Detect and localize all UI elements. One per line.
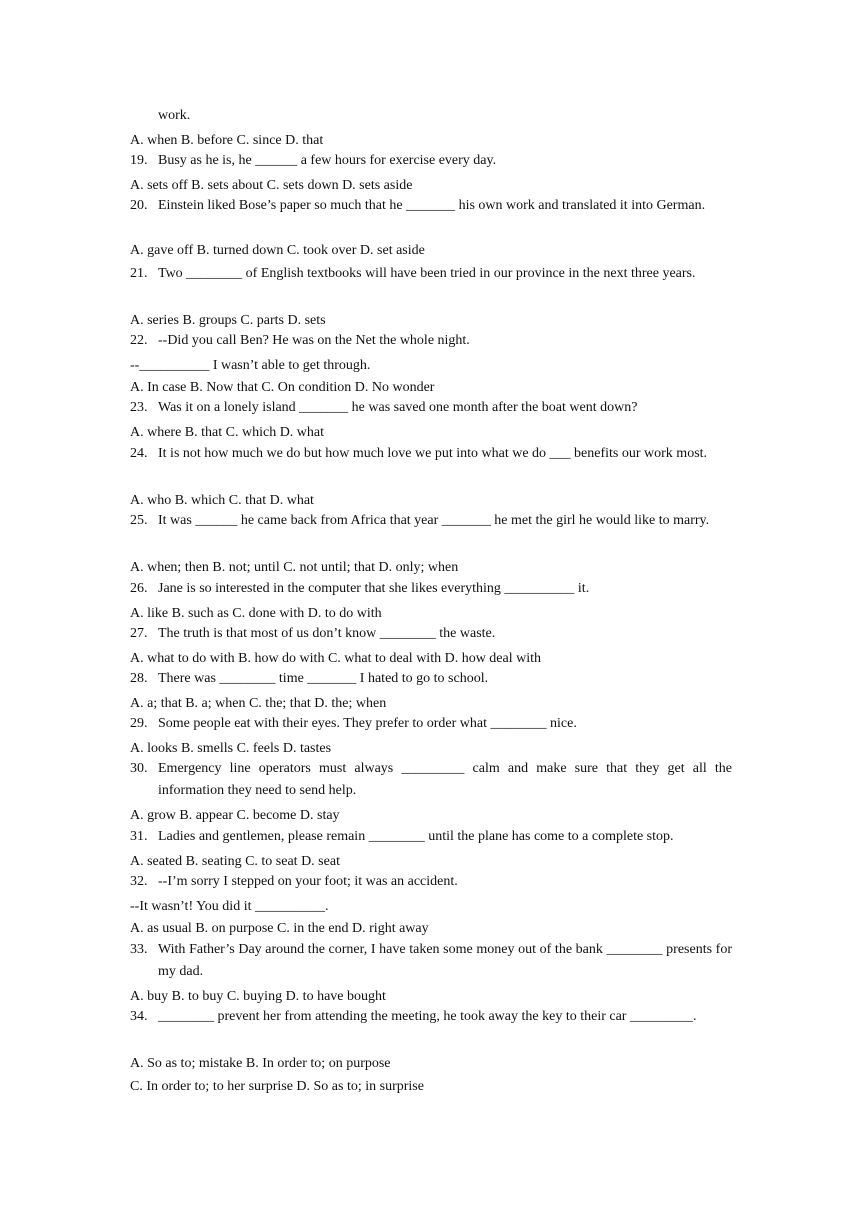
question-text: Busy as he is, he ______ a few hours for exercise every day.: [158, 153, 497, 168]
question-33: [130, 939, 732, 983]
question-text: Emergency line operators must always _________ calm and make sure that they get all the information they need to send help.: [158, 761, 732, 798]
question-text: It was ______ he came back from Africa that year _______ he met the girl he would like to marry.: [158, 513, 710, 528]
question-22-options: A. In case B. Now that C. On condition D. No wonder: [130, 380, 435, 395]
question-number: 29.: [130, 716, 148, 731]
question-number: 22.: [130, 333, 148, 348]
question-26: [130, 578, 732, 600]
question-27: [130, 623, 732, 645]
question-text: With Father’s Day around the corner, I have taken some money out of the bank ________ presents for my dad.: [158, 942, 732, 979]
question-34-options: A. So as to; mistake B. In order to; on purpose: [130, 1056, 391, 1071]
question-32: [130, 871, 732, 893]
question-21-options: A. series B. groups C. parts D. sets: [130, 313, 326, 328]
question-23: [130, 397, 732, 419]
question-22-reply: --__________ I wasn’t able to get through.: [130, 358, 371, 373]
question-text: --I’m sorry I stepped on your foot; it was an accident.: [158, 874, 458, 889]
question-19: [130, 150, 732, 172]
question-number: 19.: [130, 153, 148, 168]
question-continuation: work.: [158, 108, 191, 123]
question-text: The truth is that most of us don’t know ________ the waste.: [158, 626, 496, 641]
question-number: 34.: [130, 1009, 148, 1024]
question-text: Two ________ of English textbooks will have been tried in our province in the next three years.: [158, 266, 696, 281]
question-30: [130, 758, 732, 802]
question-24-options: A. who B. which C. that D. what: [130, 493, 314, 508]
question-text: Einstein liked Bose’s paper so much that he _______ his own work and translated it into German.: [158, 198, 706, 213]
question-25: [130, 510, 732, 532]
question-29: [130, 713, 732, 735]
question-text: There was ________ time _______ I hated to go to school.: [158, 671, 489, 686]
question-31: [130, 826, 732, 848]
question-number: 33.: [130, 942, 148, 957]
question-27-options: A. what to do with B. how do with C. what to deal with D. how deal with: [130, 651, 542, 666]
question-22: [130, 330, 732, 352]
question-28-options: A. a; that B. a; when C. the; that D. the; when: [130, 696, 387, 711]
question-32-reply: --It wasn’t! You did it __________.: [130, 899, 329, 914]
question-options: A. when B. before C. since D. that: [130, 133, 324, 148]
question-text: Some people eat with their eyes. They prefer to order what ________ nice.: [158, 716, 577, 731]
question-20-options: A. gave off B. turned down C. took over D. set aside: [130, 243, 425, 258]
question-number: 31.: [130, 829, 148, 844]
question-23-options: A. where B. that C. which D. what: [130, 425, 325, 440]
question-text: Jane is so interested in the computer that she likes everything __________ it.: [158, 581, 590, 596]
question-text: It is not how much we do but how much love we put into what we do ___ benefits our work most.: [158, 446, 708, 461]
question-text: Ladies and gentlemen, please remain ________ until the plane has come to a complete stop.: [158, 829, 674, 844]
question-number: 28.: [130, 671, 148, 686]
question-33-options: A. buy B. to buy C. buying D. to have bought: [130, 989, 386, 1004]
question-text: --Did you call Ben? He was on the Net the whole night.: [158, 333, 470, 348]
question-20: [130, 195, 732, 217]
question-text: Was it on a lonely island _______ he was saved one month after the boat went down?: [158, 400, 638, 415]
question-number: 27.: [130, 626, 148, 641]
question-number: 30.: [130, 761, 148, 776]
question-31-options: A. seated B. seating C. to seat D. seat: [130, 854, 340, 869]
question-number: 24.: [130, 446, 148, 461]
question-number: 25.: [130, 513, 148, 528]
question-34: [130, 1006, 732, 1028]
question-21: [130, 263, 732, 285]
question-26-options: A. like B. such as C. done with D. to do with: [130, 606, 382, 621]
question-number: 32.: [130, 874, 148, 889]
question-29-options: A. looks B. smells C. feels D. tastes: [130, 741, 332, 756]
question-30-options: A. grow B. appear C. become D. stay: [130, 808, 340, 823]
question-number: 21.: [130, 266, 148, 281]
question-28: [130, 668, 732, 690]
question-number: 26.: [130, 581, 148, 596]
question-text: ________ prevent her from attending the meeting, he took away the key to their car _________.: [158, 1009, 697, 1024]
question-19-options: A. sets off B. sets about C. sets down D. sets aside: [130, 178, 413, 193]
question-32-options: A. as usual B. on purpose C. in the end D. right away: [130, 921, 429, 936]
question-34-options-2: C. In order to; to her surprise D. So as to; in surprise: [130, 1079, 424, 1094]
question-number: 23.: [130, 400, 148, 415]
question-number: 20.: [130, 198, 148, 213]
question-25-options: A. when; then B. not; until C. not until; that D. only; when: [130, 560, 459, 575]
question-24: [130, 443, 732, 465]
